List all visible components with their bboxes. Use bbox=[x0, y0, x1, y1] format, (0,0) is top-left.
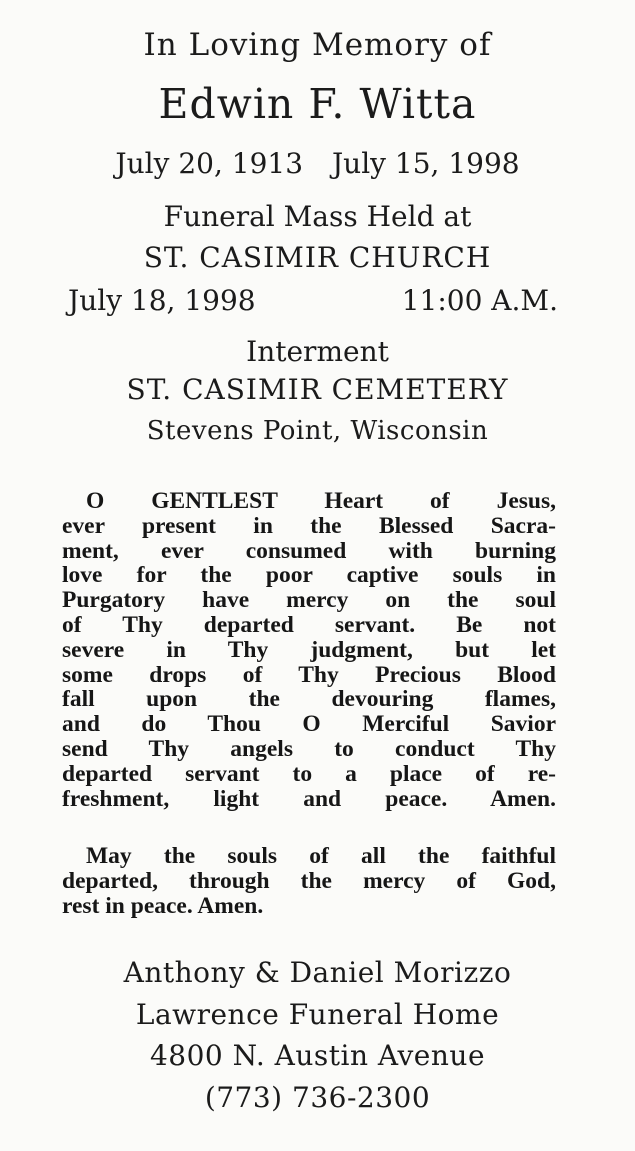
birth-date: July 20, 1913 bbox=[115, 147, 304, 180]
prayer-line: severe in Thy judgment, but let bbox=[62, 636, 556, 663]
cemetery-name: ST. CASIMIR CEMETERY bbox=[126, 373, 509, 406]
prayer-line: Purgatory have mercy on the soul bbox=[62, 587, 556, 614]
prayer-line: of Thy departed servant. Be not bbox=[62, 611, 556, 638]
death-date: July 15, 1998 bbox=[331, 147, 520, 180]
funeral-home-name: Lawrence Funeral Home bbox=[135, 998, 500, 1031]
funeral-mass-heading: Funeral Mass Held at bbox=[163, 200, 472, 233]
prayer-line: O GENTLEST Heart of Jesus, bbox=[86, 488, 556, 514]
memorial-intro: In Loving Memory of bbox=[143, 27, 492, 63]
cemetery-location: Stevens Point, Wisconsin bbox=[146, 416, 489, 446]
funeral-home-phone: (773) 736-2300 bbox=[204, 1081, 431, 1114]
funeral-directors: Anthony & Daniel Morizzo bbox=[123, 956, 512, 989]
deceased-name: Edwin F. Witta bbox=[158, 80, 477, 128]
life-dates bbox=[0, 147, 635, 180]
prayer-line: and do Thou O Merciful Savior bbox=[62, 711, 556, 738]
service-date: July 18, 1998 bbox=[68, 284, 256, 317]
prayer-line: send Thy angels to conduct Thy bbox=[62, 735, 556, 762]
prayer-line: ment, ever consumed with burning bbox=[62, 537, 556, 564]
prayer-line: departed servant to a place of re- bbox=[62, 760, 556, 787]
prayer-line: love for the poor captive souls in bbox=[62, 562, 556, 589]
service-time: 11:00 A.M. bbox=[401, 284, 558, 317]
church-name: ST. CASIMIR CHURCH bbox=[143, 241, 492, 274]
prayer-line: departed, through the mercy of God, bbox=[62, 867, 556, 894]
prayer-line: rest in peace. Amen. bbox=[62, 892, 264, 919]
funeral-home-address: 4800 N. Austin Avenue bbox=[149, 1039, 486, 1072]
interment-heading: Interment bbox=[246, 335, 389, 368]
prayer-sacred-heart bbox=[62, 489, 556, 811]
prayer-line: May the souls of all the faithful bbox=[86, 843, 556, 869]
prayer-line: fall upon the devouring flames, bbox=[62, 686, 556, 713]
prayer-faithful-departed bbox=[62, 844, 556, 918]
prayer-line: ever present in the Blessed Sacra- bbox=[62, 512, 556, 539]
prayer-line: some drops of Thy Precious Blood bbox=[62, 661, 556, 688]
prayer-line: freshment, light and peace. Amen. bbox=[62, 785, 556, 812]
